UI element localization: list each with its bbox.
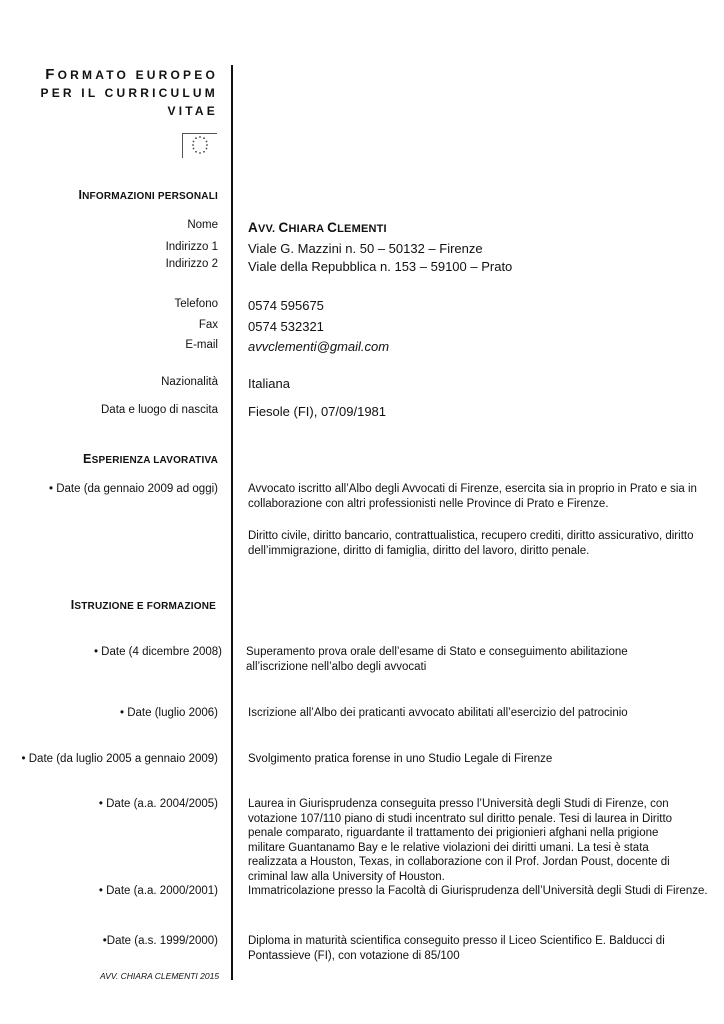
birth-value: Fiesole (FI), 07/09/1981 [248,404,387,419]
phone-value: 0574 595675 [248,298,324,313]
fax-value: 0574 532321 [248,319,324,334]
email-value[interactable]: avvclementi@gmail.com [248,339,390,354]
education-desc: Superamento prova orale dell’esame di Stato e conseguimento abilitazione all’iscrizione nell’albo degli avvocati [246,646,628,673]
education-date: • Date (da luglio 2005 a gennaio 2009) [21,753,218,765]
name-value: AVV. CHIARA CLEMENTI [248,220,387,235]
education-date: • Date (4 dicembre 2008) [93,646,222,658]
address2-label: Indirizzo 2 [165,258,218,270]
address2-value: Viale della Repubblica n. 153 – 59100 – Prato [248,259,513,274]
birth-label: Data e luogo di nascita [101,404,218,416]
education-desc: Immatricolazione presso la Facoltà di Giurisprudenza dell’Università degli Studi di Firenze. [248,885,708,897]
nationality-value: Italiana [248,376,290,391]
phone-label: Telefono [174,298,218,310]
education-desc: Iscrizione all’Albo dei praticanti avvocato abilitati all’esercizio del patrocinio [248,707,628,719]
cv-title-line3: VITAE [167,104,218,118]
address1-value: Viale G. Mazzini n. 50 – 50132 – Firenze [248,241,483,256]
education-desc: Laurea in Giurisprudenza conseguita presso l’Università degli Studi di Firenze, con votazione 107/110 piano di studi incentrato sul diritto penale. Tesi di laurea in Diritto penale comparato, riguardante il trattamento dei prigionieri afghani nella prigione militare Guantanamo Bay e le relative violazioni dei diritti umani. La tesi è stata realizzata a Houston, Texas, in collaborazione con il Prof. Jordan Poust, docente di criminal law alla University of Houston. [248,798,673,883]
experience-date: • Date (da gennaio 2009 ad oggi) [49,483,218,495]
cv-title-line2: PER IL CURRICULUM [40,86,218,100]
name-label: Nome [187,219,218,231]
vertical-divider [231,65,233,980]
eu-stars-icon [182,133,217,158]
address1-label: Indirizzo 1 [165,241,218,253]
section-experience: ESPERIENZA LAVORATIVA [83,452,218,466]
section-personal-info: INFORMAZIONI PERSONALI [78,188,218,202]
experience-desc-2: Diritto civile, diritto bancario, contrattualistica, recupero crediti, diritto assicurativo, diritto dell’immigrazione, diritto di famiglia, diritto del lavoro, diritto penale. [248,530,694,557]
education-date: • Date (luglio 2006) [120,707,218,719]
nationality-label: Nazionalità [161,376,218,388]
fax-label: Fax [198,319,218,331]
experience-desc-1: Avvocato iscritto all’Albo degli Avvocati di Firenze, esercita sia in proprio in Prato e sia in collaborazione con altri professionisti nelle Province di Prato e Firenze. [248,483,697,510]
email-label: E-mail [185,339,218,351]
section-education: ISTRUZIONE E FORMAZIONE [70,598,216,612]
cv-title-line1: FORMATO EUROPEO [45,66,218,83]
footer-text: AVV. CHIARA CLEMENTI 2015 [100,971,220,981]
education-date: • Date (a.a. 2004/2005) [98,798,218,810]
education-desc: Diploma in maturità scientifica conseguito presso il Liceo Scientifico E. Balducci di Pontassieve (FI), con votazione di 85/100 [248,935,665,962]
education-date: •Date (a.s. 1999/2000) [102,935,218,947]
education-desc: Svolgimento pratica forense in uno Studio Legale di Firenze [248,753,553,765]
education-date: • Date (a.a. 2000/2001) [98,885,218,897]
